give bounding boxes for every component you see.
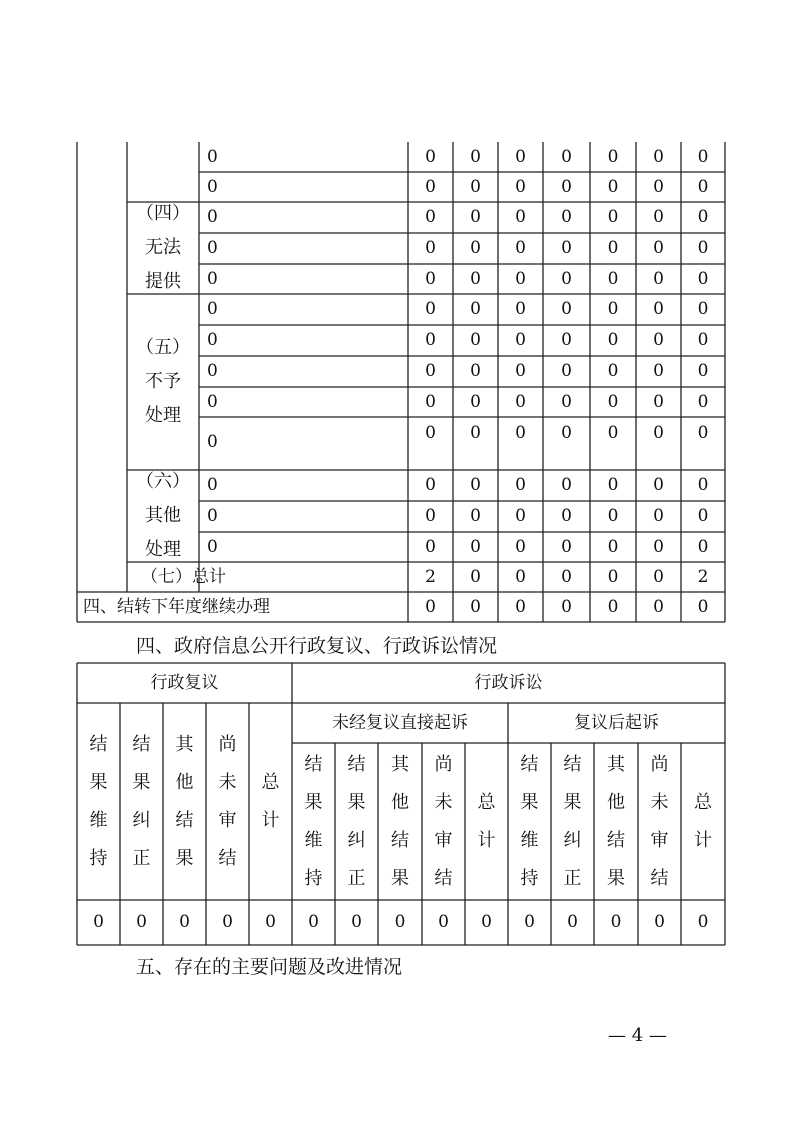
total-cell-value: 0 xyxy=(607,566,619,587)
column-label-char: 结 xyxy=(132,733,151,755)
column-label xyxy=(163,703,206,900)
carry-over-cell-value: 0 xyxy=(607,596,619,617)
column-label-char: 他 xyxy=(607,791,625,813)
table-cell-value: 0 xyxy=(470,176,481,197)
column-label xyxy=(422,743,465,900)
table-cell-value: 0 xyxy=(653,207,664,227)
table-cell-value: 0 xyxy=(697,299,709,319)
table-cell-value: 0 xyxy=(697,268,709,289)
column-label xyxy=(292,743,335,900)
table-cell-value: 0 xyxy=(470,238,481,258)
table-cell-value: 0 xyxy=(697,207,709,227)
column-label-char: 其 xyxy=(391,753,409,775)
table-cell-value: 0 xyxy=(653,268,664,289)
carry-over-label: 四、结转下年度继续办理 xyxy=(83,596,270,617)
section-five-heading: 五、存在的主要问题及改进情况 xyxy=(136,956,403,978)
table2-cell-value: 0 xyxy=(222,912,233,932)
table-cell-value: 0 xyxy=(515,391,526,412)
table-cell-detail: 0 xyxy=(207,238,218,258)
table-cell-detail: 0 xyxy=(207,330,218,350)
admin-review-header: 行政复议 xyxy=(150,672,219,693)
column-label xyxy=(465,743,508,900)
column-label-char: 纠 xyxy=(132,809,151,831)
table-cell-detail: 0 xyxy=(207,536,218,557)
table-cell-value: 0 xyxy=(515,361,526,381)
table-cell-value: 0 xyxy=(697,423,709,443)
column-label-char: 未 xyxy=(434,791,453,813)
column-label-char: 正 xyxy=(347,867,366,889)
total-cell-value: 2 xyxy=(697,566,709,587)
table-cell-value: 0 xyxy=(470,146,481,167)
column-label-char: 果 xyxy=(347,791,366,813)
table2-cell-value: 0 xyxy=(610,912,622,932)
table-cell-value: 0 xyxy=(697,176,709,197)
column-label-char: 果 xyxy=(175,847,194,869)
column-label-char: 他 xyxy=(175,771,194,793)
column-label-char: 果 xyxy=(563,791,582,813)
table-cell-detail: 0 xyxy=(207,475,218,495)
table-cell-value: 0 xyxy=(561,361,572,381)
category-five-line-3: 处理 xyxy=(145,405,181,426)
table-cell-value: 0 xyxy=(470,361,481,381)
table-cell-value: 0 xyxy=(470,506,481,526)
category-five-line-2: 不予 xyxy=(145,371,181,392)
column-label-char: 结 xyxy=(650,867,669,889)
column-label-char: 正 xyxy=(563,867,582,889)
column-label-char: 审 xyxy=(218,809,237,831)
column-label-char: 总 xyxy=(694,791,712,813)
table-cell-value: 0 xyxy=(653,506,664,526)
table-cell-value: 0 xyxy=(561,391,572,412)
column-label-char: 果 xyxy=(520,791,539,813)
column-label-char: 果 xyxy=(89,771,108,793)
column-label xyxy=(681,743,725,900)
after-review-suit-header: 复议后起诉 xyxy=(574,712,659,733)
table-cell-value: 0 xyxy=(561,423,572,443)
column-label xyxy=(249,703,292,900)
column-label xyxy=(508,743,551,900)
table-cell-value: 0 xyxy=(697,330,709,350)
table-cell-value: 0 xyxy=(697,506,709,526)
category-six-line-3: 处理 xyxy=(145,539,181,560)
carry-over-cell-value: 0 xyxy=(697,596,709,617)
column-label-char: 持 xyxy=(89,847,108,869)
table-cell-value: 0 xyxy=(425,536,436,557)
table-cell-value: 0 xyxy=(653,330,664,350)
table-cell-value: 0 xyxy=(470,475,481,495)
table-cell-value: 0 xyxy=(561,176,572,197)
table-cell-value: 0 xyxy=(515,207,526,227)
column-label xyxy=(77,703,120,900)
table-cell-value: 0 xyxy=(561,207,572,227)
table-cell-value: 0 xyxy=(425,268,436,289)
carry-over-cell-value: 0 xyxy=(515,596,526,617)
column-label-char: 果 xyxy=(391,867,409,889)
column-label-char: 未 xyxy=(218,771,237,793)
carry-over-cell-value: 0 xyxy=(561,596,572,617)
column-label-char: 果 xyxy=(304,791,323,813)
column-label-char: 结 xyxy=(347,753,366,775)
column-label xyxy=(378,743,422,900)
table-cell-value: 0 xyxy=(561,536,572,557)
column-label xyxy=(551,743,594,900)
table-cell-value: 0 xyxy=(515,536,526,557)
table-cell-value: 0 xyxy=(697,391,709,412)
table-cell-value: 0 xyxy=(515,330,526,350)
category-four-line-1: （四） xyxy=(136,203,190,224)
table-cell-value: 0 xyxy=(697,238,709,258)
column-label-char: 持 xyxy=(304,867,323,889)
column-label-char: 总 xyxy=(261,771,280,793)
column-label-char: 结 xyxy=(89,733,108,755)
total-cell-value: 0 xyxy=(653,566,664,587)
table-cell-value: 0 xyxy=(425,361,436,381)
table-cell-value: 0 xyxy=(515,176,526,197)
table-cell-value: 0 xyxy=(425,423,436,443)
section-four-heading: 四、政府信息公开行政复议、行政诉讼情况 xyxy=(136,635,498,657)
table-cell-value: 0 xyxy=(653,475,664,495)
column-label xyxy=(594,743,638,900)
table-cell-value: 0 xyxy=(561,330,572,350)
table2-cell-value: 0 xyxy=(438,912,449,932)
column-label-char: 其 xyxy=(607,753,625,775)
table2-cell-value: 0 xyxy=(654,912,665,932)
table-cell-value: 0 xyxy=(697,536,709,557)
column-label-char: 审 xyxy=(434,829,453,851)
table-cell-value: 0 xyxy=(425,207,436,227)
table-cell-value: 0 xyxy=(697,361,709,381)
table2-cell-value: 0 xyxy=(394,912,406,932)
carry-over-cell-value: 0 xyxy=(470,596,481,617)
column-label-char: 尚 xyxy=(650,753,669,775)
table-cell-value: 0 xyxy=(561,299,572,319)
table-cell-value: 0 xyxy=(515,268,526,289)
column-label-char: 其 xyxy=(175,733,194,755)
direct-suit-header: 未经复议直接起诉 xyxy=(332,712,468,733)
table-cell-value: 0 xyxy=(653,361,664,381)
table2-cell-value: 0 xyxy=(567,912,578,932)
column-label-char: 维 xyxy=(89,809,108,831)
column-label-char: 纠 xyxy=(347,829,366,851)
table-cell-value: 0 xyxy=(653,299,664,319)
category-four-label xyxy=(127,202,199,294)
table2-cell-value: 0 xyxy=(265,912,276,932)
table-cell-value: 0 xyxy=(561,506,572,526)
table-cell-value: 0 xyxy=(470,330,481,350)
column-label-char: 未 xyxy=(650,791,669,813)
table-cell-value: 0 xyxy=(653,176,664,197)
table-cell-value: 0 xyxy=(607,238,619,258)
column-label-char: 结 xyxy=(563,753,582,775)
table-cell-detail: 0 xyxy=(207,176,218,197)
column-label-char: 结 xyxy=(391,829,409,851)
column-label-char: 总 xyxy=(477,791,496,813)
column-label xyxy=(335,743,378,900)
table-cell-value: 0 xyxy=(653,536,664,557)
table-cell-value: 0 xyxy=(470,423,481,443)
table-cell-value: 0 xyxy=(607,391,619,412)
table-cell-detail: 0 xyxy=(207,506,218,526)
category-seven-total-label: （七）总计 xyxy=(141,566,226,587)
category-six-line-1: （六） xyxy=(136,471,190,492)
total-cell-value: 0 xyxy=(515,566,526,587)
table-cell-value: 0 xyxy=(607,176,619,197)
table-cell-value: 0 xyxy=(515,475,526,495)
table2-cell-value: 0 xyxy=(308,912,319,932)
table-cell-detail: 0 xyxy=(207,207,218,227)
table-cell-value: 0 xyxy=(607,361,619,381)
table-cell-value: 0 xyxy=(425,330,436,350)
table-cell-value: 0 xyxy=(607,299,619,319)
category-four-line-2: 无法 xyxy=(145,237,181,258)
table-cell-value: 0 xyxy=(425,299,436,319)
carry-over-cell-value: 0 xyxy=(425,596,436,617)
table-cell-value: 0 xyxy=(515,238,526,258)
table-cell-value: 0 xyxy=(607,506,619,526)
column-label-char: 结 xyxy=(434,867,453,889)
table-cell-value: 0 xyxy=(561,268,572,289)
table-cell-value: 0 xyxy=(607,268,619,289)
column-label-char: 他 xyxy=(391,791,409,813)
admin-litigation-header: 行政诉讼 xyxy=(474,672,543,693)
table2-cell-value: 0 xyxy=(136,912,147,932)
column-label-char: 正 xyxy=(132,847,151,869)
table-cell-value: 0 xyxy=(515,299,526,319)
table-cell-value: 0 xyxy=(515,506,526,526)
table-cell-value: 0 xyxy=(607,330,619,350)
column-label-char: 计 xyxy=(261,809,280,831)
column-label-char: 尚 xyxy=(434,753,453,775)
column-label-char: 结 xyxy=(520,753,539,775)
column-label xyxy=(638,743,681,900)
table-cell-value: 0 xyxy=(470,207,481,227)
table-cell-value: 0 xyxy=(561,238,572,258)
table-cell-value: 0 xyxy=(697,475,709,495)
table-cell-value: 0 xyxy=(607,536,619,557)
column-label-char: 维 xyxy=(304,829,323,851)
table2-cell-value: 0 xyxy=(179,912,190,932)
table-cell-value: 0 xyxy=(425,238,436,258)
table-cell-value: 0 xyxy=(607,207,619,227)
table-cell-detail: 0 xyxy=(207,146,218,167)
table-cell-value: 0 xyxy=(653,146,664,167)
page-number: — 4 — xyxy=(608,1025,667,1046)
table-cell-value: 0 xyxy=(653,391,664,412)
category-six-label xyxy=(127,470,199,562)
table-cell-value: 0 xyxy=(425,475,436,495)
table-cell-value: 0 xyxy=(470,299,481,319)
category-five-label xyxy=(127,294,199,470)
table-cell-value: 0 xyxy=(470,536,481,557)
table2-cell-value: 0 xyxy=(351,912,362,932)
table-cell-value: 0 xyxy=(425,506,436,526)
column-label xyxy=(120,703,163,900)
table-cell-value: 0 xyxy=(470,268,481,289)
table-cell-detail: 0 xyxy=(207,299,218,319)
column-label xyxy=(206,703,249,900)
column-label-char: 计 xyxy=(694,829,712,851)
table-cell-value: 0 xyxy=(561,146,572,167)
table2-cell-value: 0 xyxy=(524,912,535,932)
table-cell-detail: 0 xyxy=(207,361,218,381)
total-cell-value: 2 xyxy=(425,566,436,587)
table-cell-value: 0 xyxy=(653,423,664,443)
table-cell-value: 0 xyxy=(697,146,709,167)
column-label-char: 持 xyxy=(520,867,539,889)
table-cell-value: 0 xyxy=(607,475,619,495)
table2-cell-value: 0 xyxy=(481,912,492,932)
table-cell-value: 0 xyxy=(470,391,481,412)
column-label-char: 计 xyxy=(477,829,496,851)
column-label-char: 果 xyxy=(132,771,151,793)
category-five-line-1: （五） xyxy=(136,337,190,358)
table-cell-value: 0 xyxy=(607,423,619,443)
table-cell-detail: 0 xyxy=(207,391,218,412)
column-label-char: 审 xyxy=(650,829,669,851)
table-cell-value: 0 xyxy=(653,238,664,258)
category-six-line-2: 其他 xyxy=(145,505,181,526)
carry-over-cell-value: 0 xyxy=(653,596,664,617)
column-label-char: 结 xyxy=(607,829,625,851)
table-cell-value: 0 xyxy=(425,176,436,197)
total-cell-value: 0 xyxy=(561,566,572,587)
table-cell-value: 0 xyxy=(515,146,526,167)
table2-cell-value: 0 xyxy=(697,912,709,932)
table-cell-detail: 0 xyxy=(207,268,218,289)
column-label-char: 尚 xyxy=(218,733,237,755)
total-cell-value: 0 xyxy=(470,566,481,587)
table-cell-value: 0 xyxy=(561,475,572,495)
table2-cell-value: 0 xyxy=(93,912,104,932)
column-label-char: 结 xyxy=(304,753,323,775)
column-label-char: 果 xyxy=(607,867,625,889)
column-label-char: 结 xyxy=(175,809,194,831)
table-cell-value: 0 xyxy=(425,391,436,412)
table-cell-detail: 0 xyxy=(207,432,218,452)
column-label-char: 纠 xyxy=(563,829,582,851)
column-label-char: 结 xyxy=(218,847,237,869)
category-four-line-3: 提供 xyxy=(145,271,181,292)
table-cell-value: 0 xyxy=(425,146,436,167)
table-cell-value: 0 xyxy=(515,423,526,443)
table-cell-value: 0 xyxy=(607,146,619,167)
column-label-char: 维 xyxy=(520,829,539,851)
